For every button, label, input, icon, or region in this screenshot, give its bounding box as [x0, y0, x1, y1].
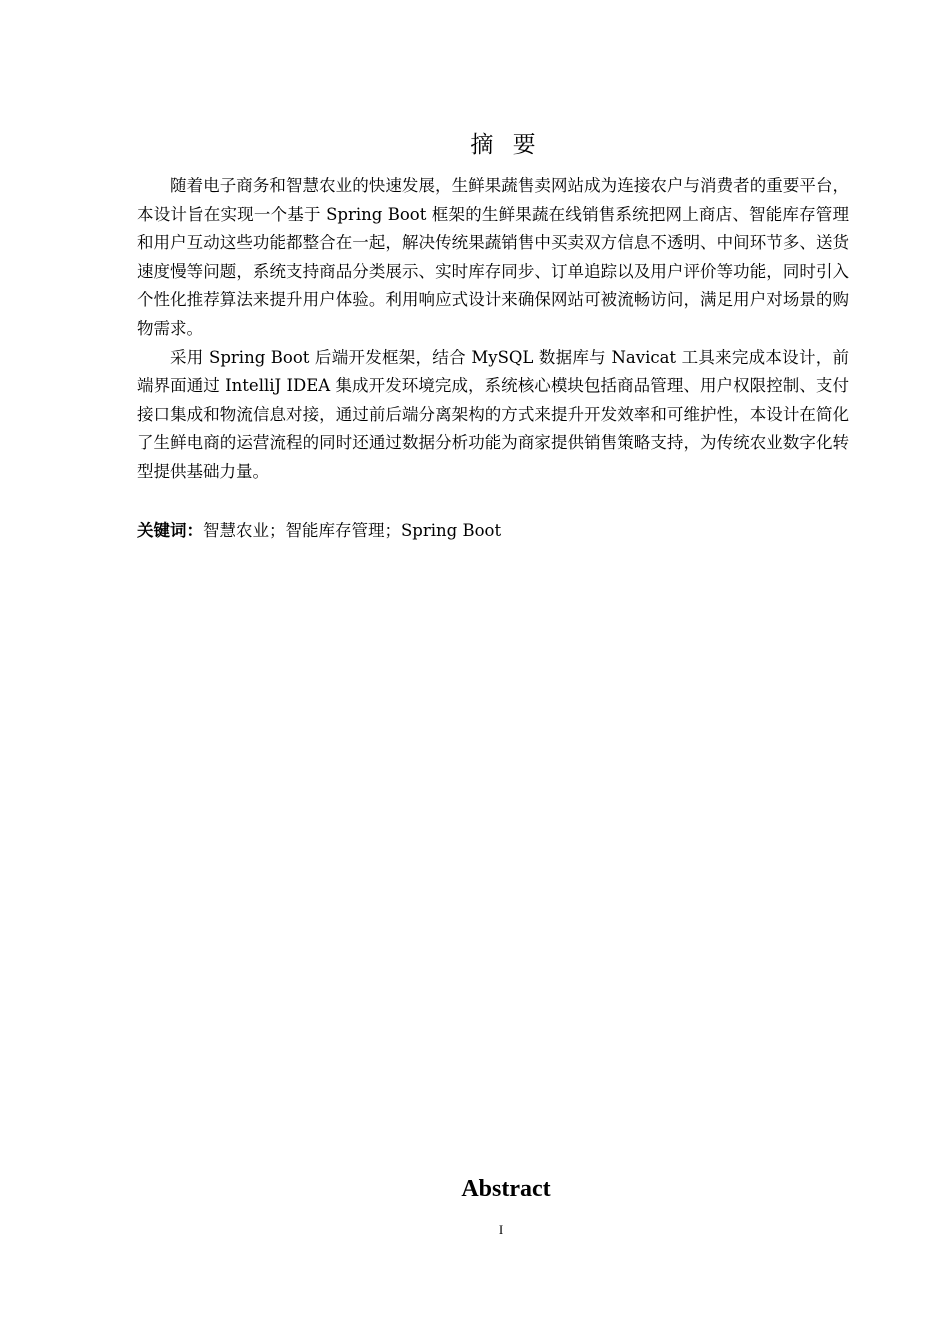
abstract-cn-title: 摘 要	[470, 132, 542, 158]
abstract-cn-body	[137, 172, 849, 487]
keywords-label: 关键词：	[137, 521, 203, 540]
keywords-line	[137, 517, 849, 545]
abstract-en-title: Abstract	[461, 1176, 551, 1202]
keywords-value: 智慧农业；智能库存管理；Spring Boot	[203, 521, 502, 540]
page-number: I	[498, 1222, 504, 1237]
abstract-paragraph-1: 随着电子商务和智慧农业的快速发展，生鲜果蔬售卖网站成为连接农户与消费者的重要平台，本设计旨在实现一个基于 Spring Boot 框架的生鲜果蔬在线销售系统把网上商店、智能库存管理和用户互动这些功能都整合在一起，解决传统果蔬销售中买卖双方信息不透明、中间环节多、送货速度慢等问题，系统支持商品分类展示、实时库存同步、订单追踪以及用户评价等功能，同时引入个性化推荐算法来提升用户体验。利用响应式设计来确保网站可被流畅访问，满足用户对场景的购物需求。	[137, 176, 849, 338]
abstract-paragraph-2: 采用 Spring Boot 后端开发框架，结合 MySQL 数据库与 Navicat 工具来完成本设计，前端界面通过 IntelliJ IDEA 集成开发环境完成，系统核心模块包括商品管理、用户权限控制、支付接口集成和物流信息对接，通过前后端分离架构的方式来提升开发效率和可维护性，本设计在简化了生鲜电商的运营流程的同时还通过数据分析功能为商家提供销售策略支持，为传统农业数字化转型提供基础力量。	[137, 347, 849, 481]
